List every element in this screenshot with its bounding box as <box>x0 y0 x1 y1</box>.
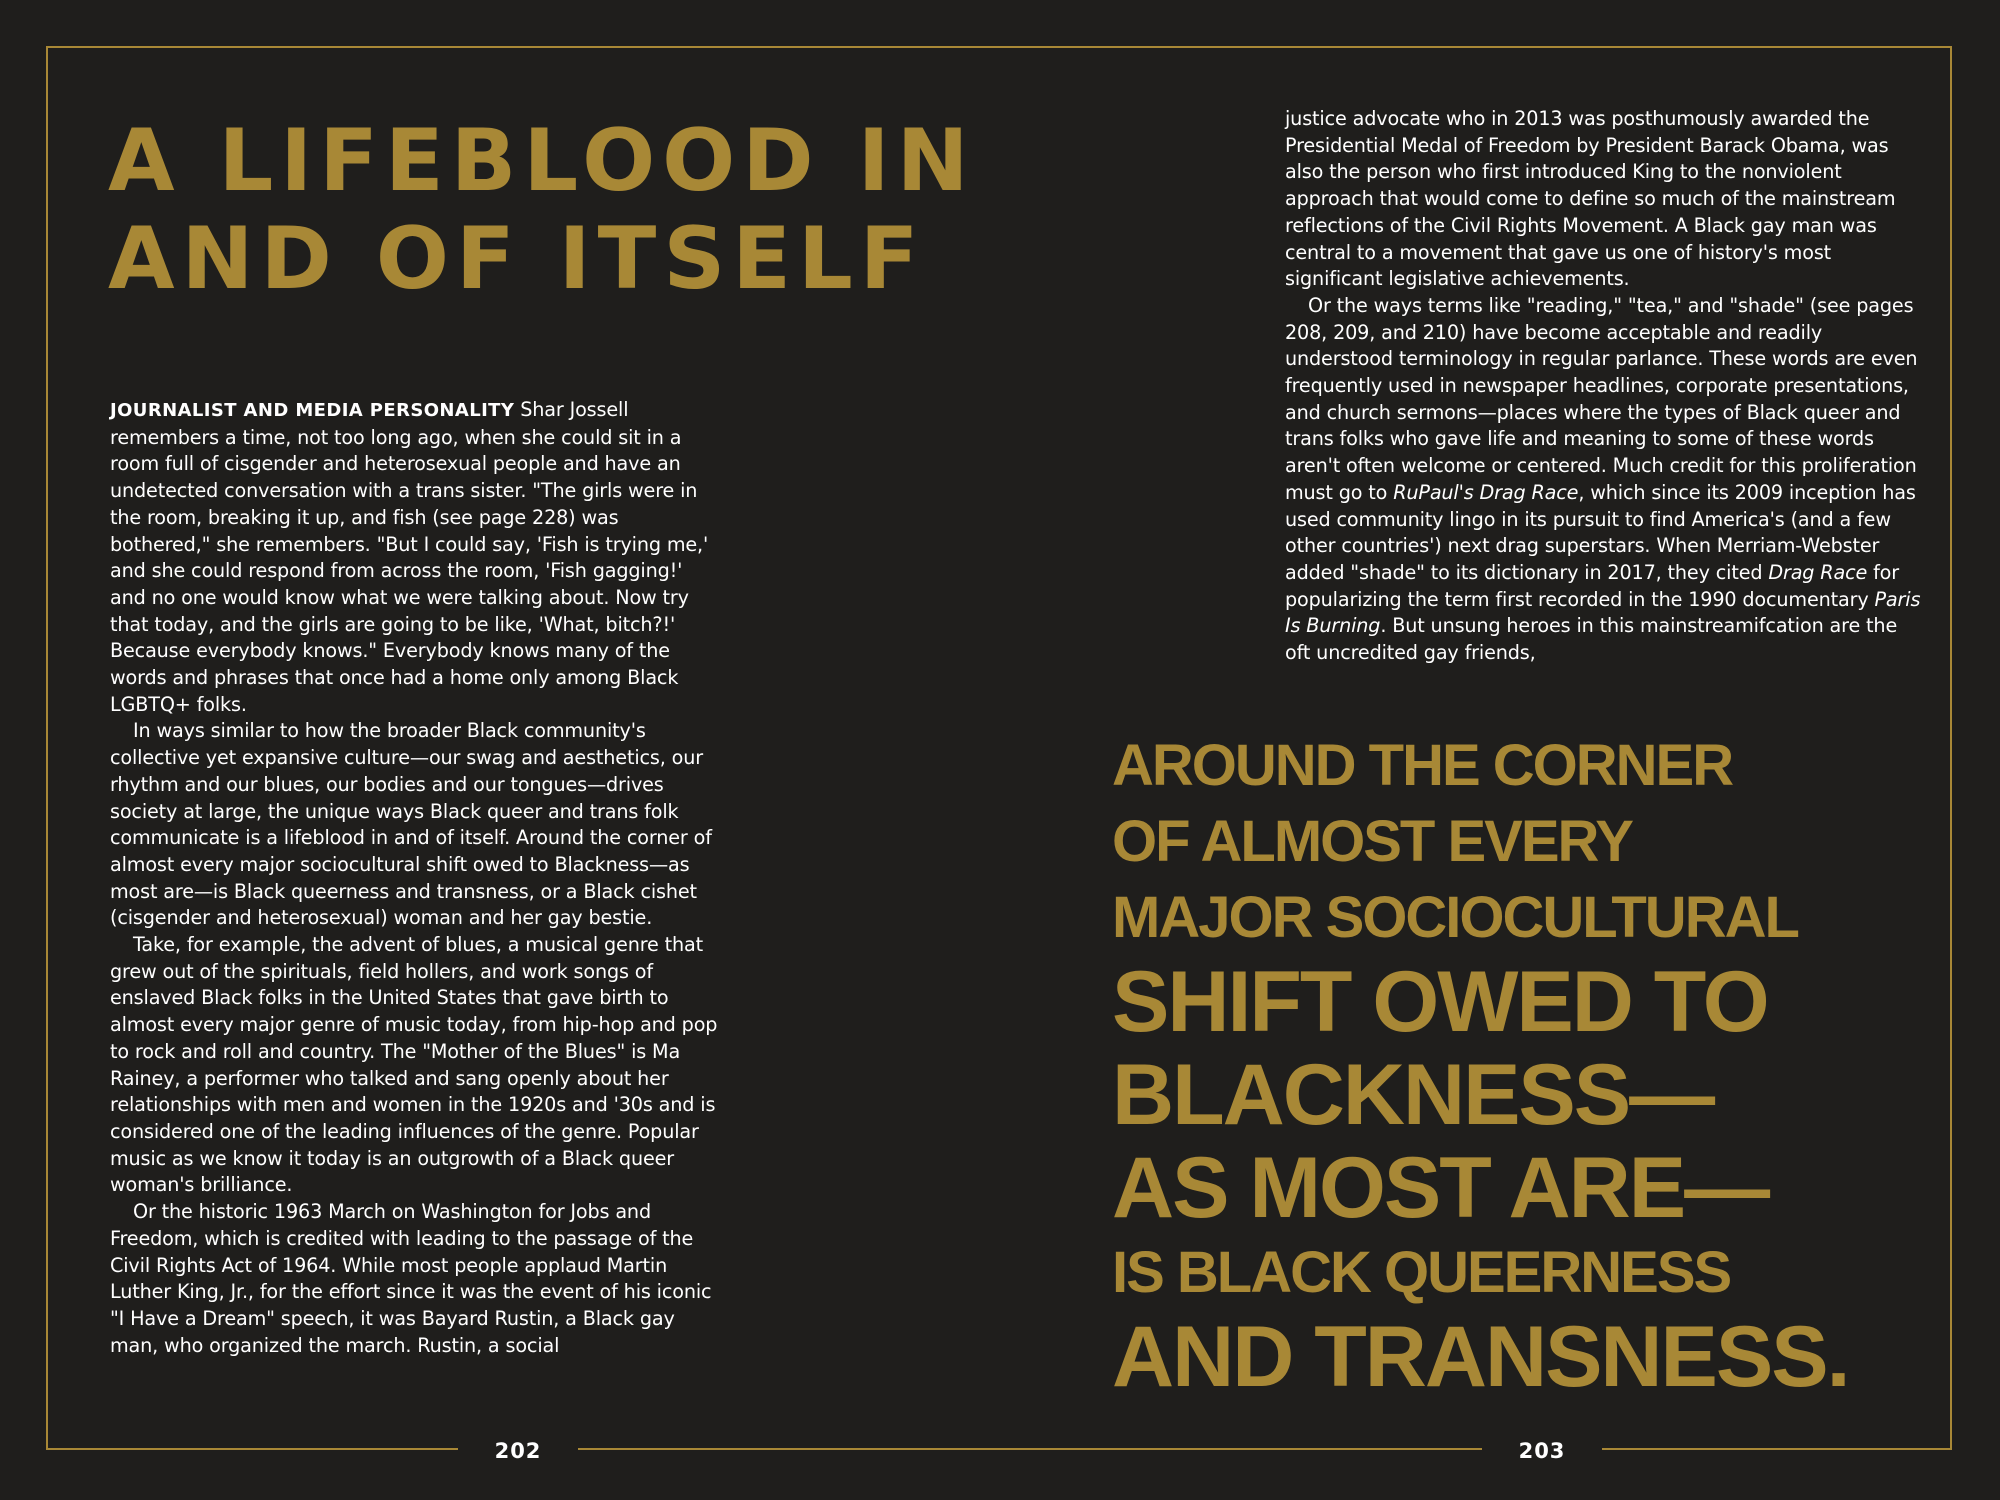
pull-quote-line-2: OF ALMOST EVERY <box>1112 809 1632 874</box>
pull-quote-line-1: AROUND THE CORNER <box>1112 733 1733 798</box>
pull-quote-line-6: AS MOST ARE— <box>1112 1140 1769 1236</box>
right-body-column <box>1285 106 1925 667</box>
film-title-paris-is-burning: Paris Is Burning <box>1285 587 1921 638</box>
pull-quote <box>1112 728 1952 1404</box>
paragraph-1-text: Shar Jossell remembers a time, not too long ago, when she could sit in a room full of cisgender and heterosexual people and have an undetected conversation with a trans sister. "The girls were in the room, breaking it up, and fish (see page 228) was bothered," she remembers. "But I could say, 'Fish is trying me,' and she could respond from across the room, 'Fish gagging!' and no one would know what we were talking about. Now try that today, and the girls are going to be like, 'What, bitch?!' Because everybody knows." Everybody knows many of the words and phrases that once had a home only among Black LGBTQ+ folks. <box>110 398 709 716</box>
page-number-left: 202 <box>458 1434 578 1468</box>
paragraph-2: In ways similar to how the broader Black community's collective yet expansive culture—our swag and aesthetics, our rhythm and our blues, our bodies and our tongues—drives society at large, the unique ways Black queer and trans folk communicate is a lifeblood in and of itself. Around the corner of almost every major sociocultural shift owed to Blackness—as most are—is Black queerness and transness, or a Black cishet (cisgender and heterosexual) woman and her gay bestie. <box>110 719 712 930</box>
show-title-drag-race: Drag Race <box>1768 560 1868 584</box>
paragraph-6-text-b: , which since its 2009 inception has used community lingo in its pursuit to find America's (and a few other countries') next drag superstars. When Merriam-Webster added "shade" to its dictionary in 2017, they cited <box>1285 480 1916 584</box>
paragraph-6 <box>1285 293 1925 667</box>
chapter-title-line-2: AND OF ITSELF <box>108 209 926 309</box>
page-number-right: 203 <box>1482 1434 1602 1468</box>
paragraph-5: justice advocate who in 2013 was posthumously awarded the Presidential Medal of Freedom by President Barack Obama, was also the person who first introduced King to the nonviolent approach that would come to define so much of the mainstream reflections of the Civil Rights Movement. A Black gay man was central to a movement that gave us one of history's most significant legislative achievements. <box>1285 107 1896 291</box>
pull-quote-line-4: SHIFT OWED TO <box>1112 954 1768 1050</box>
paragraph-6-text-d: . But unsung heroes in this mainstreamifcation are the oft uncredited gay friends, <box>1285 614 1898 665</box>
paragraph-1 <box>110 397 720 718</box>
paragraph-4: Or the historic 1963 March on Washington for Jobs and Freedom, which is credited with leading to the passage of the Civil Rights Act of 1964. While most people applaud Martin Luther King, Jr., for the effort since it was the event of his iconic "I Have a Dream" speech, it was Bayard Rustin, a Black gay man, who organized the march. Rustin, a social <box>110 1200 712 1357</box>
chapter-title-line-1: A LIFEBLOOD IN <box>108 111 976 211</box>
paragraph-3: Take, for example, the advent of blues, a musical genre that grew out of the spirituals, field hollers, and work songs of enslaved Black folks in the United States that gave birth to almost every major genre of music today, from hip-hop and pop to rock and roll and country. The "Mother of the Blues" is Ma Rainey, a performer who talked and sang openly about her relationships with men and women in the 1920s and '30s and is considered one of the leading influences of the genre. Popular music as we know it today is an outgrowth of a Black queer woman's brilliance. <box>110 933 718 1197</box>
left-body-column <box>110 397 720 1359</box>
paragraph-6-text-c: for popularizing the term first recorded in the 1990 documentary <box>1285 560 1900 611</box>
paragraph-6-text-a: Or the ways terms like "reading," "tea," and "shade" (see pages 208, 209, and 210) have become acceptable and readily understood terminology in regular parlance. These words are even frequently used in newspaper headlines, corporate presentations, and church sermons—places where the types of Black queer and trans folks who gave life and meaning to some of these words aren't often welcome or centered. Much credit for this proliferation must go to <box>1285 293 1918 504</box>
pull-quote-line-8: AND TRANSNESS. <box>1112 1309 1849 1405</box>
pull-quote-line-7: IS BLACK QUEERNESS <box>1112 1240 1731 1305</box>
chapter-title <box>108 112 1008 308</box>
pull-quote-line-5: BLACKNESS— <box>1112 1047 1714 1143</box>
show-title-rupauls-drag-race: RuPaul's Drag Race <box>1393 480 1579 504</box>
pull-quote-line-3: MAJOR SOCIOCULTURAL <box>1112 885 1798 950</box>
lead-in-heading: JOURNALIST AND MEDIA PERSONALITY <box>110 400 515 421</box>
